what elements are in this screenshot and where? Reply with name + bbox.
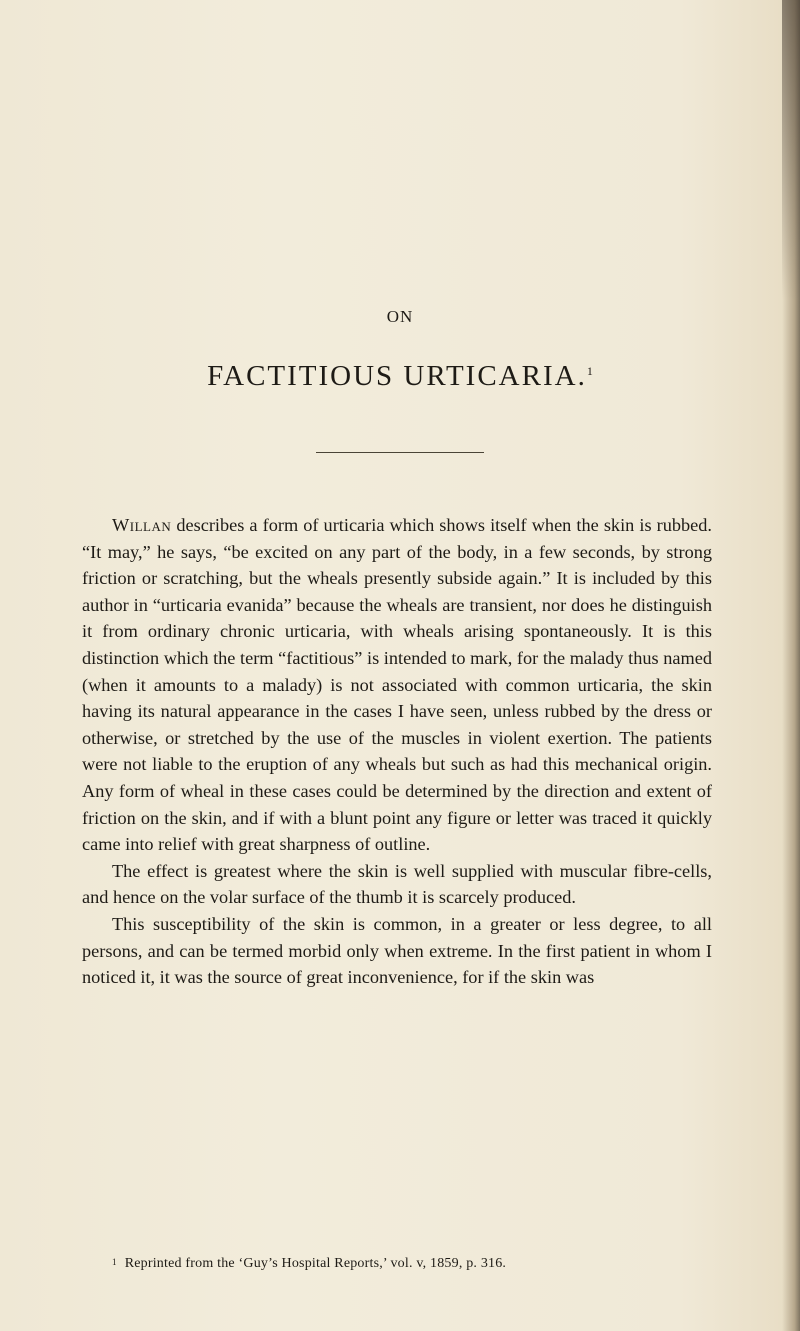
paragraph-1 bbox=[82, 512, 712, 858]
page-corner-shadow bbox=[782, 0, 800, 300]
title-overline: ON bbox=[386, 307, 414, 326]
paragraph-3: This susceptibility of the skin is common, in a greater or less degree, to all persons, and can be termed morbid only when extreme. In the first patient in whom I noticed it, it was the source of great inconvenience, for if the skin was bbox=[82, 913, 712, 988]
footnote bbox=[112, 1256, 506, 1272]
footnote-mark: 1 bbox=[112, 1257, 117, 1267]
lead-word: Willan bbox=[112, 515, 172, 535]
page-title bbox=[0, 360, 800, 393]
footnote-text: Reprinted from the ‘Guy’s Hospital Reports,’ vol. v, 1859, p. 316. bbox=[124, 1256, 507, 1271]
title-footnote-mark: 1 bbox=[586, 364, 593, 378]
title-divider bbox=[316, 452, 484, 453]
paragraph-1-text: describes a form of urticaria which shows itself when the skin is rubbed. “It may,” he says, “be excited on any part of the body, in a few seconds, by strong friction or scratching, but the wheals presently subside again.” It is included by this author in “urticaria evanida” because the wheals are transient, nor does he distinguish it from ordinary chronic urticaria, with wheals arising spontaneously. It is this distinction which the term “factitious” is intended to mark, for the malady thus named (when it amounts to a malady) is not associated with common urticaria, the skin having its natural appearance in the cases I have seen, unless rubbed by the dress or otherwise, or stretched by the use of the muscles in violent exertion. The patients were not liable to the eruption of any wheals but such as had this mechanical origin. Any form of wheal in these cases could be determined by the direction and extent of friction on the skin, and if with a blunt point any figure or letter was traced it quickly came into relief with great sharpness of outline. bbox=[82, 515, 712, 855]
body-text bbox=[82, 512, 712, 991]
page-title-text: FACTITIOUS URTICARIA. bbox=[207, 360, 587, 392]
paragraph-2: The effect is greatest where the skin is well supplied with muscular fibre-cells, and hence on the volar surface of the thumb it is scarcely produced. bbox=[82, 860, 712, 908]
